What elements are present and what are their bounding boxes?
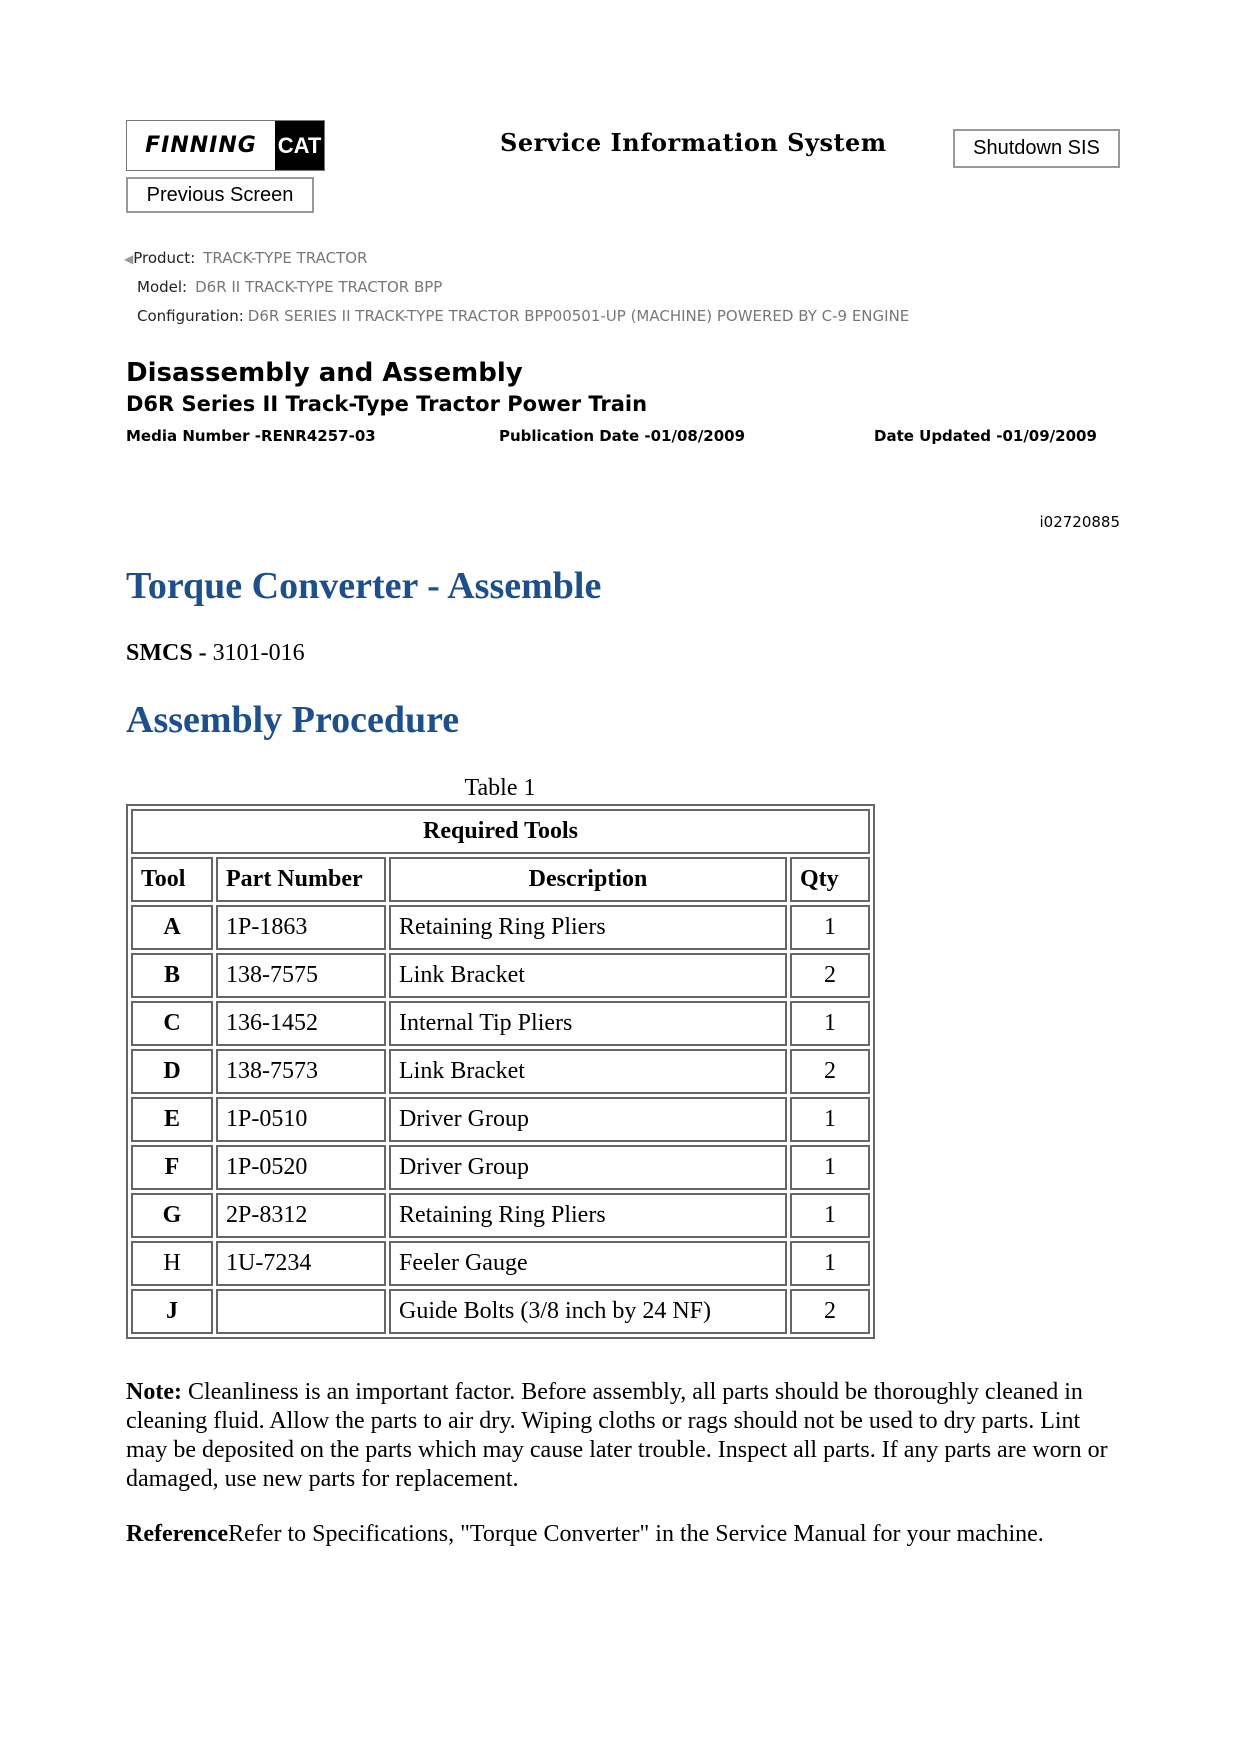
product-line — [124, 249, 367, 267]
tool-cell: G — [131, 1193, 213, 1238]
tool-cell: J — [131, 1289, 213, 1334]
model-value: D6R II TRACK-TYPE TRACTOR BPP — [195, 278, 443, 296]
description-cell: Driver Group — [389, 1097, 787, 1142]
description-cell: Retaining Ring Pliers — [389, 905, 787, 950]
qty-cell: 2 — [790, 1289, 870, 1334]
table-row — [131, 1001, 870, 1046]
part-number-cell: 136-1452 — [216, 1001, 386, 1046]
description-cell: Feeler Gauge — [389, 1241, 787, 1286]
publication-date: Publication Date -01/08/2009 — [499, 427, 746, 445]
description-cell: Link Bracket — [389, 1049, 787, 1094]
tool-cell: B — [131, 953, 213, 998]
section-heading: Assembly Procedure — [126, 699, 460, 741]
previous-screen-button[interactable]: Previous Screen — [126, 177, 314, 213]
part-number-cell: 2P-8312 — [216, 1193, 386, 1238]
note-paragraph — [126, 1378, 1126, 1494]
tool-cell: D — [131, 1049, 213, 1094]
description-cell: Guide Bolts (3/8 inch by 24 NF) — [389, 1289, 787, 1334]
table-row — [131, 1049, 870, 1094]
cat-logo-text: CAT — [275, 121, 324, 170]
smcs-value: 3101-016 — [212, 640, 305, 666]
column-header-part-number: Part Number — [216, 857, 386, 902]
table-row — [131, 1145, 870, 1190]
product-label: Product: — [133, 249, 196, 267]
tool-cell: E — [131, 1097, 213, 1142]
part-number-cell: 138-7573 — [216, 1049, 386, 1094]
document-subheading: D6R Series II Track-Type Tractor Power Train — [126, 392, 648, 416]
document-heading: Disassembly and Assembly — [126, 358, 523, 388]
part-number-cell — [216, 1289, 386, 1334]
qty-cell: 1 — [790, 1097, 870, 1142]
note-text: Cleanliness is an important factor. Before assembly, all parts should be thoroughly cleaned in cleaning fluid. Allow the parts to air dry. Wiping cloths or rags should not be used to dry parts. Lint may be deposited on the parts which may cause later trouble. Inspect all parts. If any parts are worn or damaged, use new parts for replacement. — [126, 1379, 1108, 1492]
column-header-description: Description — [389, 857, 787, 902]
tool-cell: C — [131, 1001, 213, 1046]
product-value: TRACK-TYPE TRACTOR — [203, 249, 368, 267]
required-tools-table — [126, 804, 875, 1339]
date-updated: Date Updated -01/09/2009 — [874, 427, 1097, 445]
qty-cell: 1 — [790, 1001, 870, 1046]
reference-paragraph — [126, 1521, 1176, 1548]
part-number-cell: 138-7575 — [216, 953, 386, 998]
table-row — [131, 1193, 870, 1238]
model-line — [137, 278, 442, 296]
qty-cell: 1 — [790, 1193, 870, 1238]
configuration-line — [137, 307, 909, 325]
table-title: Required Tools — [131, 809, 870, 854]
tool-cell: H — [131, 1241, 213, 1286]
reference-label: Reference — [126, 1521, 229, 1547]
shutdown-sis-button[interactable]: Shutdown SIS — [953, 129, 1120, 168]
finning-cat-logo — [126, 120, 325, 171]
configuration-label: Configuration: — [137, 307, 244, 325]
model-label: Model: — [137, 278, 188, 296]
reference-text: Refer to Specifications, "Torque Converter" in the Service Manual for your machine. — [228, 1521, 1044, 1547]
page-title: Torque Converter - Assemble — [126, 565, 602, 607]
tool-cell: F — [131, 1145, 213, 1190]
qty-cell: 1 — [790, 905, 870, 950]
table-row — [131, 953, 870, 998]
table-caption: Table 1 — [464, 775, 536, 801]
qty-cell: 1 — [790, 1145, 870, 1190]
description-cell: Link Bracket — [389, 953, 787, 998]
finning-logo-text: FINNING — [145, 133, 257, 158]
media-number: Media Number -RENR4257-03 — [126, 427, 376, 445]
table-row — [131, 1097, 870, 1142]
sis-title: Service Information System — [500, 128, 887, 157]
column-header-tool: Tool — [131, 857, 213, 902]
part-number-cell: 1P-0520 — [216, 1145, 386, 1190]
description-cell: Internal Tip Pliers — [389, 1001, 787, 1046]
note-label: Note: — [126, 1379, 182, 1405]
smcs-label: SMCS - — [126, 640, 207, 666]
part-number-cell: 1U-7234 — [216, 1241, 386, 1286]
table-row — [131, 1241, 870, 1286]
qty-cell: 2 — [790, 1049, 870, 1094]
qty-cell: 1 — [790, 1241, 870, 1286]
part-number-cell: 1P-0510 — [216, 1097, 386, 1142]
document-id: i02720885 — [1039, 513, 1120, 531]
configuration-value: D6R SERIES II TRACK-TYPE TRACTOR BPP00501-UP (MACHINE) POWERED BY C-9 ENGINE — [247, 307, 910, 325]
table-row — [131, 1289, 870, 1334]
part-number-cell: 1P-1863 — [216, 905, 386, 950]
tool-cell: A — [131, 905, 213, 950]
smcs-code — [126, 640, 305, 667]
qty-cell: 2 — [790, 953, 870, 998]
description-cell: Retaining Ring Pliers — [389, 1193, 787, 1238]
back-arrow-icon[interactable]: ◀ — [124, 252, 134, 266]
description-cell: Driver Group — [389, 1145, 787, 1190]
column-header-qty: Qty — [790, 857, 870, 902]
table-row — [131, 905, 870, 950]
